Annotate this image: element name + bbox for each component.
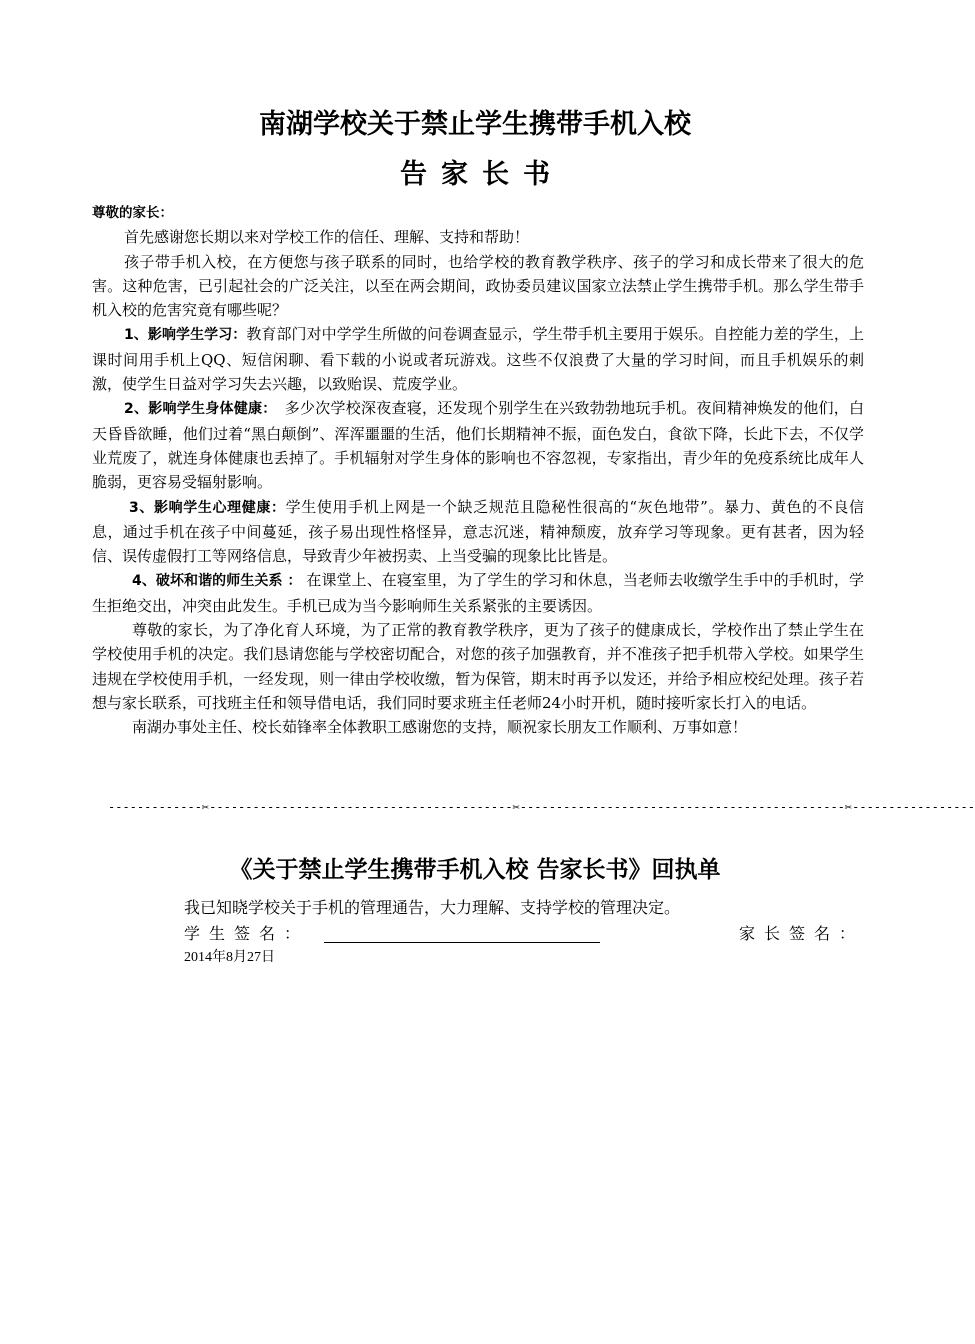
signature-row: [184, 922, 864, 948]
document-title: 南湖学校关于禁止学生携带手机入校: [259, 109, 691, 140]
point-paragraph: [92, 322, 864, 396]
receipt-statement: 我已知晓学校关于手机的管理通告，大力理解、支持学校的管理决定。: [184, 898, 681, 917]
point-paragraph: [92, 396, 864, 494]
point-heading: 2、影响学生身体健康：: [124, 401, 270, 418]
parent-signature-label: 家长签名：: [738, 924, 864, 943]
letter-body: [92, 201, 864, 740]
receipt-date: 2014年8月27日: [184, 950, 275, 965]
student-signature-label: 学生签名：: [184, 924, 310, 943]
point-heading: 1、影响学生学习：: [124, 327, 247, 344]
point-heading: 4、破坏和谐的师生关系 ：: [132, 573, 302, 590]
cut-line: -------------✂------------------------------------------✂---------------------------------------------✂-----------------: [108, 800, 975, 814]
receipt-title: 《关于禁止学生携带手机入校 告家长书》回执单: [229, 857, 721, 883]
point-heading: 3、影响学生心理健康：: [129, 499, 286, 516]
document-subtitle: 告家长书: [400, 159, 564, 190]
decision-paragraph: 尊敬的家长，为了净化育人环境，为了正常的教育教学秩序，更为了孩子的健康成长，学校作出了禁止学生在学校使用手机的决定。我们恳请您能与学校密切配合，对您的孩子加强教育，并不准孩子把手机带入学校。如果学生违规在学校使用手机，一经发现，则一律由学校收缴，暂为保管，期末时再予以发还，并给予相应校纪处理。孩子若想与家长联系，可找班主任和领导借电话，我们同时要求班主任老师24小时开机，随时接听家长打入的电话。: [92, 621, 864, 712]
background-paragraph: 孩子带手机入校，在方便您与孩子联系的同时，也给学校的教育教学秩序、孩子的学习和成长带来了很大的危害。这种危害，已引起社会的广泛关注，以至在两会期间，政协委员建议国家立法禁止学生携带手机。那么学生带手机入校的危害究竟有哪些呢？: [92, 252, 864, 320]
closing-paragraph: 南湖办事处主任、校长茹锋率全体教职工感谢您的支持，顺祝家长朋友工作顺利、万事如意！: [132, 718, 748, 737]
intro-paragraph: 首先感谢您长期以来对学校工作的信任、理解、支持和帮助！: [124, 228, 530, 247]
point-paragraph: [92, 568, 864, 618]
point-text: 多少次学校深夜查寝，还发现个别学生在兴致勃勃地玩手机。夜间精神焕发的他们，白天昏昏欲睡，他们过着“黑白颠倒”、浑浑噩噩的生活，他们长期精神不振，面色发白，食欲下降，长此下去，不仅学业荒废了，就连身体健康也丢掉了。手机辐射对学生身体的影响也不容忽视，专家指出，青少年的免疫系统比成年人脆弱，更容易受辐射影响。: [92, 399, 864, 492]
point-text: 在课堂上、在寝室里，为了学生的学习和休息，当老师去收缴学生手中的手机时，学生拒绝交出，冲突由此发生。手机已成为当今影响师生关系紧张的主要诱因。: [92, 571, 864, 615]
point-text: 教育部门对中学学生所做的问卷调查显示，学生带手机主要用于娱乐。自控能力差的学生，上课时间用手机上QQ、短信闲聊、看下载的小说或者玩游戏。这些不仅浪费了大量的学习时间，而且手机娱乐的刺激，使学生日益对学习失去兴趣，以致贻误、荒废学业。: [92, 325, 864, 394]
point-text: 学生使用手机上网是一个缺乏规范且隐秘性很高的“灰色地带”。暴力、黄色的不良信息，通过手机在孩子中间蔓延，孩子易出现性格怪异，意志沉迷，精神颓废，放弃学习等现象。更有甚者，因为轻信、误传虚假打工等网络信息，导致青少年被拐卖、上当受骗的现象比比皆是。: [92, 497, 865, 566]
point-paragraph: [92, 495, 864, 569]
salutation: 尊敬的家长：: [92, 205, 173, 221]
student-signature-line[interactable]: [324, 942, 600, 943]
